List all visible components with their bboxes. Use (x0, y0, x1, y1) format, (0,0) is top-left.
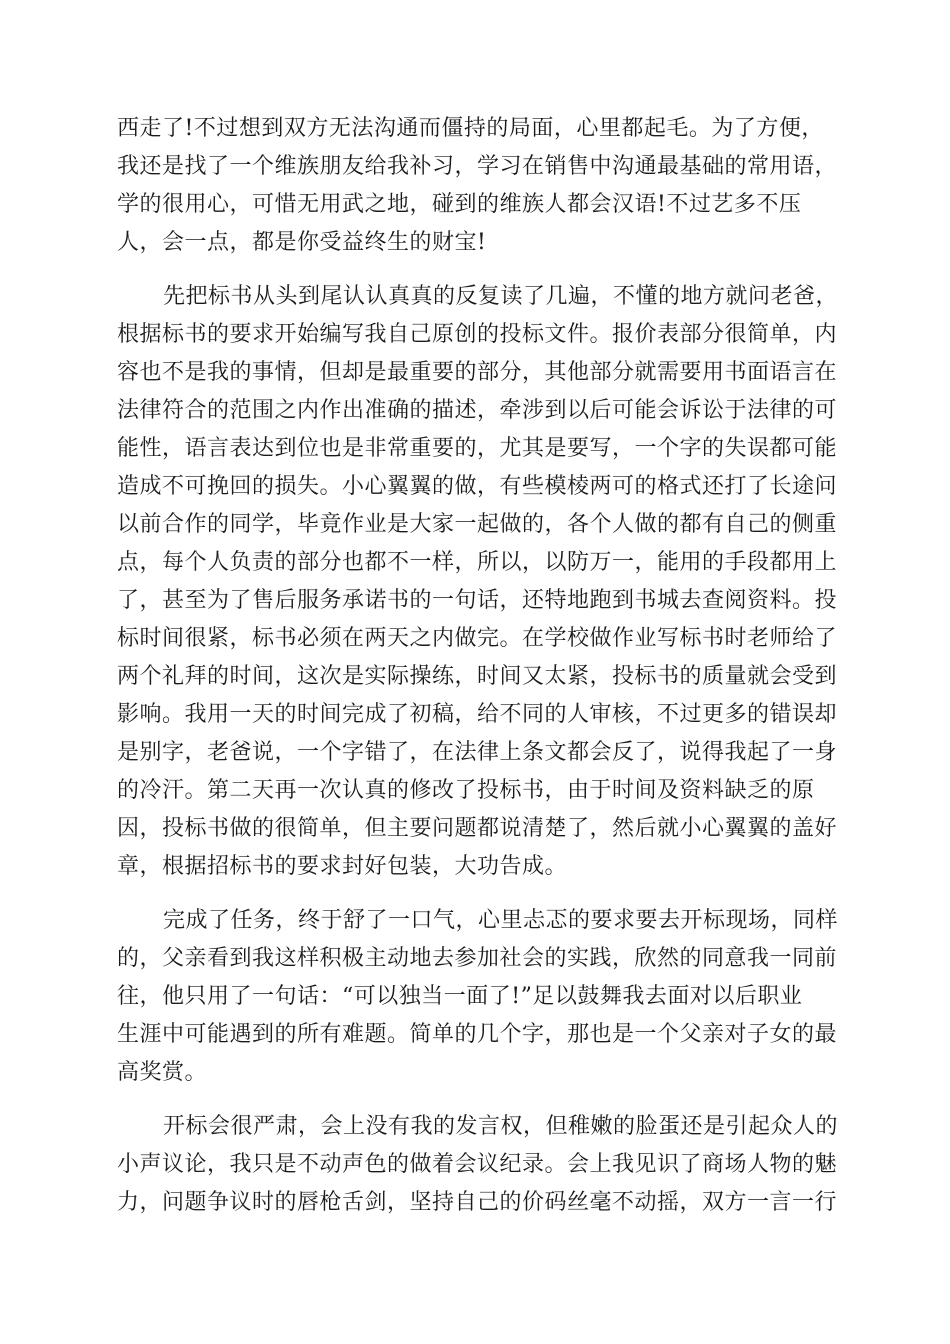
text-line: 根据标书的要求开始编写我自己原创的投标文件。报价表部分很简单，内 (117, 322, 838, 347)
text-line: 法律符合的范围之内作出准确的描述，牵涉到以后可能会诉讼于法律的可 (117, 398, 838, 423)
text-line: 两个礼拜的时间，这次是实际操练，时间又太紧，投标书的质量就会受到 (117, 664, 838, 689)
text-line: 能性，语言表达到位也是非常重要的，尤其是要写，一个字的失误都可能 (117, 436, 838, 461)
text-line: 我还是找了一个维族朋友给我补习，学习在销售中沟通最基础的常用语， (117, 154, 838, 179)
paragraph-3 (117, 902, 837, 1092)
text-line: 人，会一点，都是你受益终生的财宝! (117, 230, 487, 255)
paragraph-spacer (117, 1092, 837, 1108)
text-line: 力，问题争议时的唇枪舌剑，坚持自己的价码丝毫不动摇，双方一言一行 (117, 1190, 838, 1215)
text-line: 先把标书从头到尾认认真真的反复读了几遍，不懂的地方就问老爸， (163, 284, 839, 309)
text-line: 章，根据招标书的要求封好包装，大功告成。 (117, 854, 568, 879)
text-line: 造成不可挽回的损失。小心翼翼的做，有些模棱两可的格式还打了长途问 (117, 474, 838, 499)
text-line: 学的很用心，可惜无用武之地，碰到的维族人都会汉语!不过艺多不压 (117, 192, 802, 217)
text-line: 是别字，老爸说，一个字错了，在法律上条文都会反了，说得我起了一身 (117, 740, 838, 765)
text-line: 完成了任务，终于舒了一口气，心里忐忑的要求要去开标现场，同样 (163, 908, 839, 933)
text-line: 的冷汗。第二天再一次认真的修改了投标书，由于时间及资料缺乏的原 (117, 778, 815, 803)
text-line: 开标会很严肃，会上没有我的发言权，但稚嫩的脸蛋还是引起众人的 (163, 1114, 839, 1139)
text-line: 因，投标书做的很简单，但主要问题都说清楚了，然后就小心翼翼的盖好 (117, 816, 838, 841)
text-line: 以前合作的同学，毕竟作业是大家一起做的，各个人做的都有自己的侧重 (117, 512, 838, 537)
text-line: 高奖赏。 (117, 1060, 208, 1085)
text-line: 西走了!不过想到双方无法沟通而僵持的局面，心里都起毛。为了方便， (117, 116, 824, 141)
body-text (117, 110, 837, 1222)
text-line: 往，他只用了一句话：“可以独当一面了!”足以鼓舞我去面对以后职业 (117, 984, 803, 1009)
paragraph-4 (117, 1108, 837, 1222)
paragraph-spacer (117, 262, 837, 278)
text-line: 了，甚至为了售后服务承诺书的一句话，还特地跑到书城去查阅资料。投 (117, 588, 838, 613)
text-line: 影响。我用一天的时间完成了初稿，给不同的人审核，不过更多的错误却 (117, 702, 838, 727)
text-line: 小声议论，我只是不动声色的做着会议纪录。会上我见识了商场人物的魅 (117, 1152, 838, 1177)
paragraph-1 (117, 110, 837, 262)
text-line: 标时间很紧，标书必须在两天之内做完。在学校做作业写标书时老师给了 (117, 626, 838, 651)
paragraph-spacer (117, 886, 837, 902)
text-line: 生涯中可能遇到的所有难题。简单的几个字，那也是一个父亲对子女的最 (117, 1022, 838, 1047)
text-line: 的，父亲看到我这样积极主动地去参加社会的实践，欣然的同意我一同前 (117, 946, 838, 971)
text-line: 点，每个人负责的部分也都不一样，所以，以防万一，能用的手段都用上 (117, 550, 838, 575)
text-line: 容也不是我的事情，但却是最重要的部分，其他部分就需要用书面语言在 (117, 360, 838, 385)
paragraph-2 (117, 278, 837, 886)
